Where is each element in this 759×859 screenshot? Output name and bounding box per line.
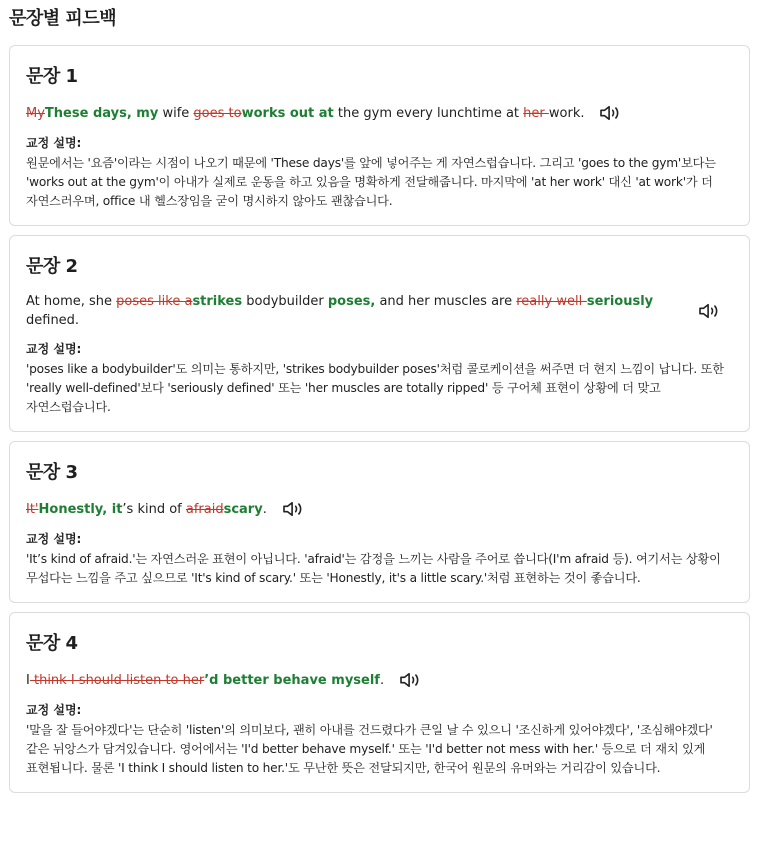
sentence-text: ’s kind of <box>122 501 186 517</box>
sentence-text: and her muscles are <box>375 294 517 309</box>
sentence-text: the gym every lunchtime at <box>333 105 524 121</box>
inserted-text: strikes <box>192 294 243 309</box>
sentence-row <box>26 498 733 520</box>
inserted-text: Honestly, it <box>38 501 123 517</box>
speaker-icon[interactable] <box>695 300 723 322</box>
deleted-text: think I should listen to her <box>29 672 205 688</box>
sentence-text: . <box>262 501 267 517</box>
card-title: 문장 3 <box>26 462 78 483</box>
sentence-text: wife <box>158 105 194 121</box>
sentence-text: At home, she <box>26 294 117 309</box>
explanation-text: 원문에서는 '요즘'이라는 시점이 나오기 때문에 'These days'를 앞에 넣어주는 게 자연스럽습니다. 그리고 'goes to the gym'보다는 'works out at the gym'이 아내가 실제로 운동을 하고 있음을 명확하게 전달해줍니다. 마지막에 'at her work' 대신 'at work'가 더 자연스러우며, office 내 헬스장임을 굳이 명시하지 않아도 괜찮습니다. <box>26 156 716 208</box>
sentence-text: I <box>26 672 30 688</box>
speaker-icon[interactable] <box>279 498 307 520</box>
inserted-text: seriously <box>586 294 654 309</box>
sentence-text: bodybuilder <box>242 294 328 309</box>
inserted-text: scary <box>223 501 263 517</box>
sentence-card-4 <box>9 612 750 793</box>
explanation-label: 교정 설명: <box>26 703 82 717</box>
sentence-row <box>26 292 733 330</box>
card-title: 문장 2 <box>26 256 78 277</box>
deleted-text: afraid <box>185 501 224 517</box>
sentence-text: work. <box>548 105 585 121</box>
deleted-text: My <box>26 105 45 121</box>
explanation-label: 교정 설명: <box>26 136 82 150</box>
sentence-text: defined. <box>26 313 80 328</box>
explanation-label: 교정 설명: <box>26 342 82 356</box>
explanation-text: 'poses like a bodybuilder'도 의미는 통하지만, 'strikes bodybuilder poses'처럼 콜로케이션을 써주면 더 현지 느낌이 납니다. 또한 'really well-defined'보다 'seriously defined' 또는 'her muscles are totally ripped' 등 구어체 표현이 상황에 더 맞고 자연스럽습니다. <box>26 362 724 414</box>
page-title: 문장별 피드백 <box>9 8 117 29</box>
deleted-text: goes to <box>193 105 242 121</box>
corrected-sentence <box>26 500 267 519</box>
deleted-text: poses like a <box>116 294 193 309</box>
deleted-text: her <box>523 105 549 121</box>
sentence-card-1 <box>9 45 750 226</box>
sentence-text: . <box>379 672 385 688</box>
speaker-icon[interactable] <box>596 102 624 124</box>
inserted-text: works out at <box>241 105 334 121</box>
deleted-text: It' <box>26 501 39 517</box>
deleted-text: really well- <box>516 294 587 309</box>
corrected-sentence <box>26 292 655 330</box>
explanation-text: '말을 잘 들어야겠다'는 단순히 'listen'의 의미보다, 괜히 아내를 건드렸다가 큰일 날 수 있으니 '조신하게 있어야겠다', '조심해야겠다' 같은 뉘앙스가 담겨있습니다. 영어에서는 'I'd better behave myself.' 또는 'I'd better not mess with her.' 등으로 더 재치 있게 표현됩니다. 물론 'I think I should listen to her.'도 무난한 뜻은 전달되지만, 한국어 원문의 유머와는 거리감이 있습니다. <box>26 723 713 775</box>
corrected-sentence <box>26 104 584 123</box>
speaker-icon[interactable] <box>396 669 424 691</box>
corrected-sentence <box>26 671 384 690</box>
sentence-card-3 <box>9 441 750 603</box>
inserted-text: These days, my <box>44 105 159 121</box>
sentence-row <box>26 102 733 124</box>
inserted-text: ’d better behave myself <box>204 672 380 688</box>
card-title: 문장 1 <box>26 66 78 87</box>
sentence-row <box>26 669 733 691</box>
explanation-label: 교정 설명: <box>26 532 82 546</box>
card-title: 문장 4 <box>26 633 78 654</box>
sentence-card-2 <box>9 235 750 432</box>
inserted-text: poses, <box>327 294 376 309</box>
explanation-text: 'It’s kind of afraid.'는 자연스러운 표현이 아닙니다. 'afraid'는 감정을 느끼는 사람을 주어로 씁니다(I'm afraid 등). 여기서는 상황이 무섭다는 느낌을 주고 싶으므로 'It's kind of scary.' 또는 'Honestly, it's a little scary.'처럼 표현하는 것이 좋습니다. <box>26 552 721 585</box>
